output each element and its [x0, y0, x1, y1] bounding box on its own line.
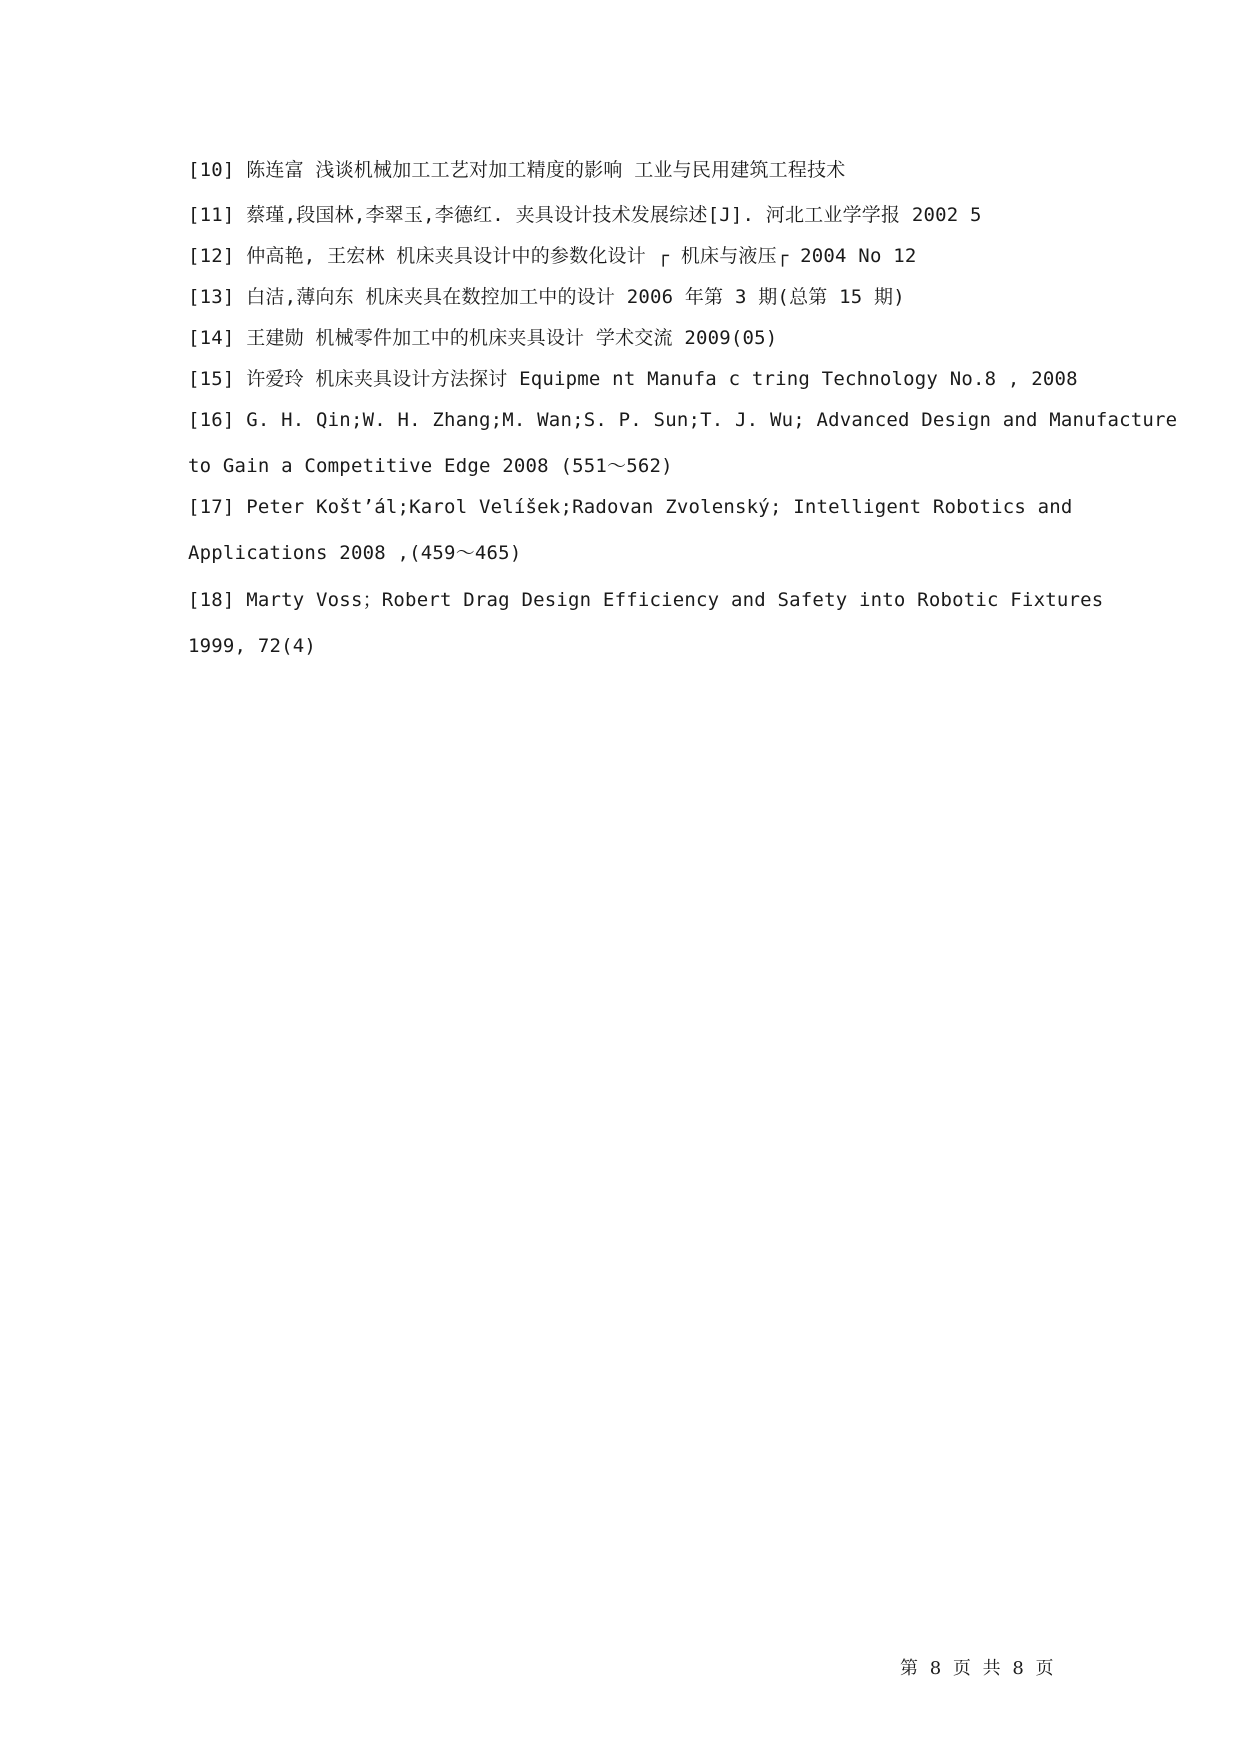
reference-item-17: [188, 495, 1083, 565]
reference-line: [18] Marty Voss；Robert Drag Design Efficiency and Safety into Robotic Fixtures: [188, 589, 1104, 611]
reference-item-12: [12] 仲高艳, 王宏林 机床夹具设计中的参数化设计 ┌ 机床与液压┌ 2004 No 12: [188, 245, 917, 267]
reference-line-continued: Applications 2008 ,(459～465): [188, 542, 522, 564]
reference-item-15: [15] 许爱玲 机床夹具设计方法探讨 Equipme nt Manufa c tring Technology No.8 , 2008: [188, 368, 1078, 390]
reference-line-continued: 1999, 72(4): [188, 635, 317, 657]
reference-item-11: [11] 蔡瑾,段国林,李翠玉,李德红. 夹具设计技术发展综述[J]. 河北工业学学报 2002 5: [188, 204, 982, 226]
reference-item-16: [188, 408, 1178, 478]
page-number-footer: 第 8 页 共 8 页: [900, 1658, 1057, 1679]
reference-item-13: [13] 白洁,薄向东 机床夹具在数控加工中的设计 2006 年第 3 期(总第 15 期): [188, 286, 905, 308]
reference-line: [17] Peter Košt’ál;Karol Velíšek;Radovan Zvolenský; Intelligent Robotics and: [188, 496, 1073, 518]
reference-item-14: [14] 王建勋 机械零件加工中的机床夹具设计 学术交流 2009(05): [188, 327, 778, 349]
reference-list: [188, 158, 1178, 658]
reference-line-continued: to Gain a Competitive Edge 2008 (551～562): [188, 455, 673, 477]
reference-line: [16] G. H. Qin;W. H. Zhang;M. Wan;S. P. Sun;T. J. Wu; Advanced Design and Manufacture: [188, 409, 1178, 431]
reference-item-18: [188, 588, 1104, 658]
reference-item-10: [10] 陈连富 浅谈机械加工工艺对加工精度的影响 工业与民用建筑工程技术: [188, 159, 846, 181]
